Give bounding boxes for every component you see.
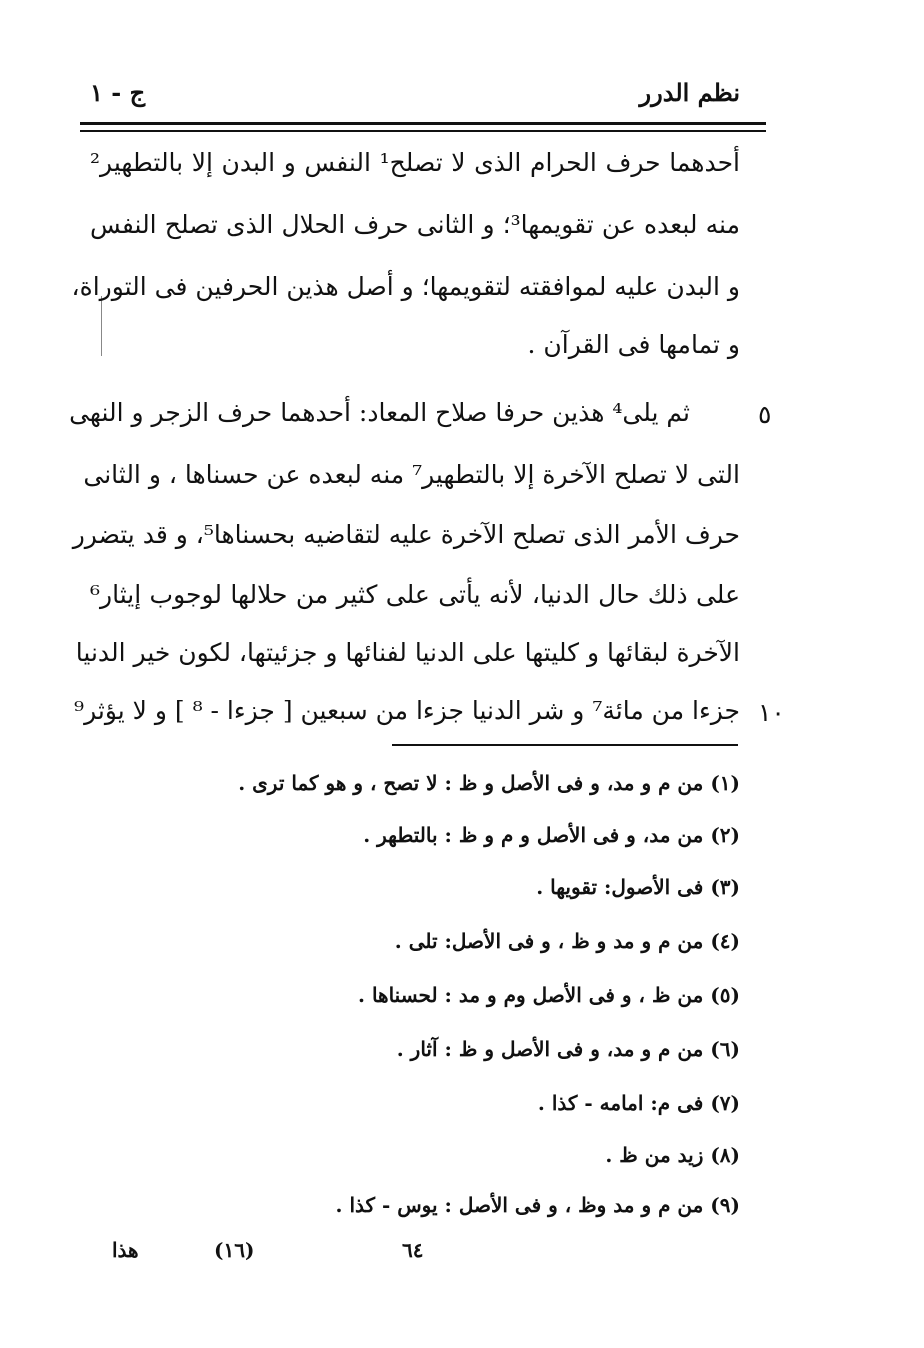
body-line: جزءا من مائة⁷ و شر الدنيا جزءا من سبعين [ جزءا - ⁸ ] و لا يؤثر⁹ [74,696,740,725]
footnote: (٤) من م و مد و ظ ، و فى الأصل: تلى . [394,929,740,953]
footnote: (٥) من ظ ، و فى الأصل وم و مد : لحسناها . [358,983,740,1007]
body-line: حرف الأمر الذى تصلح الآخرة عليه لتقاضيه بحسناها⁵، و قد يتضرر [72,520,740,549]
footnote: (٣) فى الأصول: تقويها . [536,875,740,899]
body-line: و البدن عليه لموافقته لتقويمها؛ و أصل هذين الحرفين فى التوراة، [71,272,740,301]
body-line: ثم يلى⁴ هذين حرفا صلاح المعاد: أحدهما حرف الزجر و النهى [69,398,690,427]
signature-mark: (١٦) [214,1238,255,1262]
header-rule-thick [80,122,766,125]
footnote: (٢) من مد، و فى الأصل و م و ظ : بالتطهر . [363,823,740,847]
footnote: (٦) من م و مد، و فى الأصل و ظ : آثار . [396,1037,740,1061]
catchword: هذا [112,1238,139,1262]
body-line: و تمامها فى القرآن . [527,330,740,359]
footnote: (٨) زيد من ظ . [605,1143,740,1167]
footnote: (٧) فى م: امامه - كذا . [537,1091,740,1115]
footnote: (١) من م و مد، و فى الأصل و ظ : لا تصح ، و هو كما ترى . [238,771,740,795]
body-line: الآخرة لبقائها و كليتها على الدنيا لفنائها و جزئيتها، لكون خير الدنيا [75,638,740,667]
body-line: التى لا تصلح الآخرة إلا بالتطهير⁷ منه لبعده عن حسناها ، و الثانى [83,460,740,489]
page-number: ٦٤ [402,1238,424,1262]
body-line: أحدهما حرف الحرام الذى لا تصلح¹ النفس و البدن إلا بالتطهير² [90,148,740,177]
book-title: نظم الدرر [639,78,740,107]
line-number-10: ١٠ [758,698,785,727]
line-number-5: ٥ [758,400,772,429]
footnote: (٩) من م و مد وظ ، و فى الأصل : يوس - كذا . [335,1193,740,1217]
footnote-rule [392,744,738,746]
body-line: منه لبعده عن تقويمها³؛ و الثانى حرف الحلال الذى تصلح النفس [90,210,740,239]
volume-label: ج - ١ [90,78,146,107]
header-rule-thin [80,130,766,132]
body-line: على ذلك حال الدنيا، لأنه يأتى على كثير من حلالها لوجوب إيثار⁶ [90,580,740,609]
